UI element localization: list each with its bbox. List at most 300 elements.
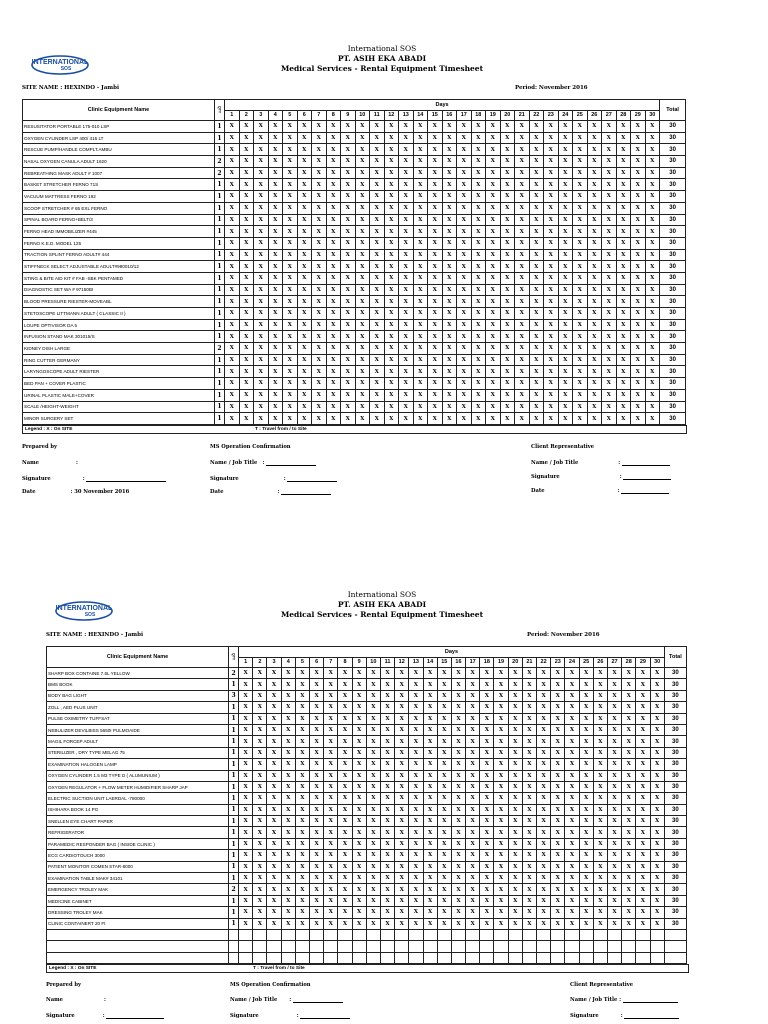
ms-name-job-label: Name / Job Title : xyxy=(210,460,316,466)
day-mark: X xyxy=(428,121,443,133)
equipment-name: EMERGENCY TROLEY MAK xyxy=(47,884,229,895)
day-mark: X xyxy=(500,132,515,144)
day-mark: X xyxy=(366,838,380,849)
day-mark: X xyxy=(579,668,593,679)
day-mark: X xyxy=(423,873,437,884)
empty-cell xyxy=(466,941,480,952)
day-mark: X xyxy=(380,861,394,872)
day-mark: X xyxy=(254,226,269,238)
day-mark: X xyxy=(442,308,457,320)
day-mark: X xyxy=(457,156,472,168)
day-mark: X xyxy=(239,331,254,343)
day-mark: X xyxy=(558,202,573,214)
day-mark: X xyxy=(573,272,588,284)
day-mark: X xyxy=(602,366,617,378)
day-mark: X xyxy=(267,668,281,679)
day-mark: X xyxy=(253,838,267,849)
day-mark: X xyxy=(423,702,437,713)
empty-cell xyxy=(324,941,338,952)
day-mark: X xyxy=(355,343,370,355)
row-total: 30 xyxy=(660,343,686,355)
day-mark: X xyxy=(384,121,399,133)
empty-cell xyxy=(537,941,551,952)
day-mark: X xyxy=(494,668,508,679)
day-mark: X xyxy=(366,816,380,827)
day-mark: X xyxy=(565,884,579,895)
row-total: 30 xyxy=(664,736,686,747)
day-mark: X xyxy=(395,759,409,770)
day-mark: X xyxy=(399,202,414,214)
day-mark: X xyxy=(486,389,501,401)
day-mark: X xyxy=(522,816,536,827)
day-mark: X xyxy=(295,907,309,918)
day-mark: X xyxy=(593,690,607,701)
day-mark: X xyxy=(573,378,588,390)
day-mark: X xyxy=(326,144,341,156)
day-mark: X xyxy=(366,884,380,895)
day-mark: X xyxy=(466,884,480,895)
empty-cell xyxy=(409,929,423,940)
day-mark: X xyxy=(399,144,414,156)
day-mark: X xyxy=(522,770,536,781)
day-mark: X xyxy=(602,144,617,156)
day-mark: X xyxy=(253,724,267,735)
day-mark: X xyxy=(338,759,352,770)
empty-cell xyxy=(480,929,494,940)
row-total: 30 xyxy=(660,156,686,168)
empty-cell xyxy=(366,952,380,963)
day-mark: X xyxy=(515,202,530,214)
day-mark: X xyxy=(565,873,579,884)
row-total: 30 xyxy=(660,308,686,320)
table-row xyxy=(47,702,687,713)
row-total: 30 xyxy=(660,179,686,191)
table-row xyxy=(47,873,687,884)
day-mark: X xyxy=(428,331,443,343)
day-mark: X xyxy=(650,816,664,827)
day-mark: X xyxy=(253,918,267,929)
day-mark: X xyxy=(399,378,414,390)
day-mark: X xyxy=(515,319,530,331)
day-number: 14 xyxy=(413,110,428,121)
day-mark: X xyxy=(486,331,501,343)
day-mark: X xyxy=(395,873,409,884)
day-mark: X xyxy=(508,679,522,690)
day-mark: X xyxy=(471,191,486,203)
day-mark: X xyxy=(565,781,579,792)
period: Period: November 2016 xyxy=(527,632,600,638)
day-mark: X xyxy=(267,770,281,781)
day-mark: X xyxy=(494,838,508,849)
day-mark: X xyxy=(573,261,588,273)
day-mark: X xyxy=(442,319,457,331)
day-mark: X xyxy=(515,343,530,355)
day-mark: X xyxy=(355,378,370,390)
equipment-name: ZOLL , AED PLUS UNIT xyxy=(47,702,229,713)
day-mark: X xyxy=(395,781,409,792)
day-mark: X xyxy=(508,781,522,792)
prepared-date-label: Date : 30 November 2016 xyxy=(22,489,130,495)
day-mark: X xyxy=(225,226,240,238)
day-mark: X xyxy=(529,226,544,238)
day-mark: X xyxy=(338,918,352,929)
equipment-qty: 1 xyxy=(215,331,225,343)
col-equipment-name: Clinic Equipment Name xyxy=(47,647,229,668)
day-mark: X xyxy=(268,132,283,144)
day-mark: X xyxy=(384,401,399,413)
day-mark: X xyxy=(515,249,530,261)
day-mark: X xyxy=(326,354,341,366)
day-mark: X xyxy=(310,850,324,861)
day-mark: X xyxy=(338,884,352,895)
client-signature-label: Signature : xyxy=(570,1013,679,1019)
table-row xyxy=(47,816,687,827)
day-mark: X xyxy=(310,679,324,690)
day-mark: X xyxy=(370,401,385,413)
day-mark: X xyxy=(239,191,254,203)
day-mark: X xyxy=(312,249,327,261)
day-mark: X xyxy=(297,156,312,168)
row-total: 30 xyxy=(660,354,686,366)
day-mark: X xyxy=(239,873,253,884)
table-row xyxy=(47,861,687,872)
day-mark: X xyxy=(239,702,253,713)
day-mark: X xyxy=(515,191,530,203)
day-mark: X xyxy=(593,804,607,815)
day-mark: X xyxy=(428,249,443,261)
day-mark: X xyxy=(281,679,295,690)
empty-cell xyxy=(295,941,309,952)
day-mark: X xyxy=(508,747,522,758)
day-mark: X xyxy=(616,378,631,390)
day-mark: X xyxy=(268,167,283,179)
day-mark: X xyxy=(267,724,281,735)
day-mark: X xyxy=(616,144,631,156)
row-total: 30 xyxy=(660,191,686,203)
day-mark: X xyxy=(508,724,522,735)
day-mark: X xyxy=(409,668,423,679)
day-mark: X xyxy=(239,679,253,690)
day-mark: X xyxy=(565,770,579,781)
empty-cell xyxy=(565,929,579,940)
day-mark: X xyxy=(428,226,443,238)
day-mark: X xyxy=(451,838,465,849)
row-total: 30 xyxy=(664,918,686,929)
legend-on-site: Legend : X : On SITE xyxy=(49,966,97,971)
day-mark: X xyxy=(607,827,621,838)
day-mark: X xyxy=(409,918,423,929)
day-number: 27 xyxy=(607,657,621,668)
day-mark: X xyxy=(442,132,457,144)
day-mark: X xyxy=(253,827,267,838)
equipment-qty: 1 xyxy=(215,261,225,273)
day-mark: X xyxy=(239,272,254,284)
day-mark: X xyxy=(622,827,636,838)
day-mark: X xyxy=(380,850,394,861)
day-mark: X xyxy=(326,366,341,378)
day-mark: X xyxy=(355,167,370,179)
row-total: 30 xyxy=(660,132,686,144)
day-mark: X xyxy=(428,354,443,366)
day-mark: X xyxy=(281,690,295,701)
day-mark: X xyxy=(267,861,281,872)
day-mark: X xyxy=(239,861,253,872)
day-mark: X xyxy=(395,679,409,690)
day-mark: X xyxy=(529,214,544,226)
day-mark: X xyxy=(295,850,309,861)
day-mark: X xyxy=(544,191,559,203)
day-mark: X xyxy=(593,747,607,758)
day-mark: X xyxy=(494,747,508,758)
equipment-qty: 1 xyxy=(229,702,239,713)
day-mark: X xyxy=(254,343,269,355)
empty-cell xyxy=(253,929,267,940)
table-row xyxy=(23,413,686,425)
day-mark: X xyxy=(522,793,536,804)
day-mark: X xyxy=(529,413,544,425)
empty-cell xyxy=(295,929,309,940)
day-mark: X xyxy=(225,249,240,261)
day-mark: X xyxy=(515,132,530,144)
day-mark: X xyxy=(579,804,593,815)
day-mark: X xyxy=(616,214,631,226)
day-mark: X xyxy=(442,156,457,168)
day-mark: X xyxy=(544,354,559,366)
row-total: 30 xyxy=(664,816,686,827)
day-mark: X xyxy=(631,226,646,238)
day-mark: X xyxy=(650,770,664,781)
empty-cell xyxy=(607,952,621,963)
period: Period: November 2016 xyxy=(515,85,588,91)
day-mark: X xyxy=(413,331,428,343)
equipment-name: DIAGNOSTIC SET WA # 97150BI xyxy=(23,284,215,296)
day-mark: X xyxy=(565,724,579,735)
day-mark: X xyxy=(593,838,607,849)
day-mark: X xyxy=(494,679,508,690)
day-mark: X xyxy=(268,308,283,320)
day-mark: X xyxy=(551,918,565,929)
equipment-name: CLINIC CONTAINERT 20 Ft xyxy=(47,918,229,929)
day-mark: X xyxy=(631,308,646,320)
day-mark: X xyxy=(451,816,465,827)
prepared-signature-label: Signature : xyxy=(46,1013,164,1019)
day-mark: X xyxy=(565,747,579,758)
day-mark: X xyxy=(565,690,579,701)
day-mark: X xyxy=(370,413,385,425)
day-mark: X xyxy=(537,861,551,872)
day-mark: X xyxy=(352,873,366,884)
day-mark: X xyxy=(437,838,451,849)
day-mark: X xyxy=(486,308,501,320)
day-mark: X xyxy=(341,296,356,308)
day-mark: X xyxy=(529,401,544,413)
day-mark: X xyxy=(607,873,621,884)
day-mark: X xyxy=(529,202,544,214)
day-mark: X xyxy=(428,343,443,355)
empty-cell xyxy=(338,941,352,952)
day-number: 9 xyxy=(352,657,366,668)
equipment-table xyxy=(22,99,686,425)
day-mark: X xyxy=(593,724,607,735)
day-mark: X xyxy=(480,816,494,827)
day-mark: X xyxy=(508,804,522,815)
day-mark: X xyxy=(593,668,607,679)
day-mark: X xyxy=(522,907,536,918)
day-mark: X xyxy=(494,770,508,781)
day-mark: X xyxy=(310,827,324,838)
day-mark: X xyxy=(355,319,370,331)
prepared-name-label: Name xyxy=(22,460,39,466)
day-mark: X xyxy=(616,308,631,320)
day-mark: X xyxy=(413,179,428,191)
day-mark: X xyxy=(239,770,253,781)
day-mark: X xyxy=(310,895,324,906)
svg-text:SOS: SOS xyxy=(60,66,72,72)
day-mark: X xyxy=(616,354,631,366)
day-mark: X xyxy=(312,413,327,425)
day-mark: X xyxy=(494,907,508,918)
day-mark: X xyxy=(480,690,494,701)
day-number: 22 xyxy=(537,657,551,668)
day-mark: X xyxy=(636,895,650,906)
day-mark: X xyxy=(457,272,472,284)
day-mark: X xyxy=(253,873,267,884)
day-mark: X xyxy=(537,895,551,906)
day-mark: X xyxy=(324,873,338,884)
equipment-qty: 1 xyxy=(215,226,225,238)
day-mark: X xyxy=(631,366,646,378)
day-mark: X xyxy=(239,132,254,144)
day-mark: X xyxy=(239,816,253,827)
day-mark: X xyxy=(508,702,522,713)
day-mark: X xyxy=(515,226,530,238)
day-mark: X xyxy=(326,191,341,203)
day-mark: X xyxy=(587,272,602,284)
day-mark: X xyxy=(607,747,621,758)
day-mark: X xyxy=(471,167,486,179)
day-mark: X xyxy=(295,816,309,827)
day-mark: X xyxy=(423,759,437,770)
row-total: 30 xyxy=(660,389,686,401)
day-mark: X xyxy=(466,816,480,827)
day-mark: X xyxy=(239,804,253,815)
day-mark: X xyxy=(522,724,536,735)
day-mark: X xyxy=(565,895,579,906)
day-mark: X xyxy=(602,121,617,133)
ms-signature-label: Signature : xyxy=(230,1013,350,1019)
day-mark: X xyxy=(622,884,636,895)
day-mark: X xyxy=(607,679,621,690)
day-mark: X xyxy=(297,308,312,320)
table-row xyxy=(47,804,687,815)
day-mark: X xyxy=(281,759,295,770)
table-row xyxy=(23,132,686,144)
day-mark: X xyxy=(352,747,366,758)
equipment-name: EXAMINATION HALOGEN LAMP xyxy=(47,759,229,770)
day-mark: X xyxy=(500,156,515,168)
day-mark: X xyxy=(650,736,664,747)
day-mark: X xyxy=(399,366,414,378)
day-mark: X xyxy=(529,296,544,308)
day-mark: X xyxy=(370,202,385,214)
day-mark: X xyxy=(544,167,559,179)
table-row xyxy=(47,724,687,735)
day-mark: X xyxy=(579,736,593,747)
day-mark: X xyxy=(494,713,508,724)
day-mark: X xyxy=(366,827,380,838)
day-mark: X xyxy=(297,226,312,238)
day-mark: X xyxy=(602,167,617,179)
sheet-header xyxy=(200,590,564,620)
day-mark: X xyxy=(384,284,399,296)
day-mark: X xyxy=(409,713,423,724)
day-mark: X xyxy=(573,237,588,249)
day-mark: X xyxy=(616,121,631,133)
day-mark: X xyxy=(645,132,660,144)
client-rep-label: Client Representative xyxy=(531,444,595,450)
day-mark: X xyxy=(508,873,522,884)
equipment-name: OXYGEN CYLINDER LSP 400/ 415 LT xyxy=(23,132,215,144)
day-mark: X xyxy=(529,261,544,273)
empty-cell xyxy=(295,952,309,963)
day-mark: X xyxy=(341,179,356,191)
day-mark: X xyxy=(593,850,607,861)
day-mark: X xyxy=(451,668,465,679)
day-mark: X xyxy=(297,331,312,343)
day-mark: X xyxy=(295,736,309,747)
day-mark: X xyxy=(645,272,660,284)
day-mark: X xyxy=(295,724,309,735)
day-mark: X xyxy=(355,179,370,191)
day-mark: X xyxy=(352,702,366,713)
day-mark: X xyxy=(508,793,522,804)
equipment-qty: 1 xyxy=(215,121,225,133)
day-mark: X xyxy=(395,793,409,804)
day-mark: X xyxy=(508,838,522,849)
day-mark: X xyxy=(480,804,494,815)
day-mark: X xyxy=(529,389,544,401)
day-mark: X xyxy=(573,401,588,413)
day-mark: X xyxy=(283,354,298,366)
day-mark: X xyxy=(239,319,254,331)
day-mark: X xyxy=(558,226,573,238)
empty-cell xyxy=(579,929,593,940)
day-mark: X xyxy=(254,296,269,308)
day-mark: X xyxy=(616,401,631,413)
day-mark: X xyxy=(602,389,617,401)
day-mark: X xyxy=(486,296,501,308)
day-mark: X xyxy=(645,121,660,133)
day-mark: X xyxy=(645,378,660,390)
day-mark: X xyxy=(225,389,240,401)
empty-row xyxy=(47,952,687,963)
day-mark: X xyxy=(451,873,465,884)
equipment-qty: 1 xyxy=(215,191,225,203)
day-mark: X xyxy=(338,702,352,713)
day-mark: X xyxy=(466,895,480,906)
day-mark: X xyxy=(480,759,494,770)
equipment-qty: 1 xyxy=(215,214,225,226)
day-mark: X xyxy=(486,413,501,425)
day-mark: X xyxy=(631,296,646,308)
day-mark: X xyxy=(631,121,646,133)
day-mark: X xyxy=(297,237,312,249)
day-mark: X xyxy=(437,724,451,735)
day-mark: X xyxy=(355,401,370,413)
equipment-name: BMS BOOK xyxy=(47,679,229,690)
empty-cell xyxy=(395,941,409,952)
day-mark: X xyxy=(268,413,283,425)
